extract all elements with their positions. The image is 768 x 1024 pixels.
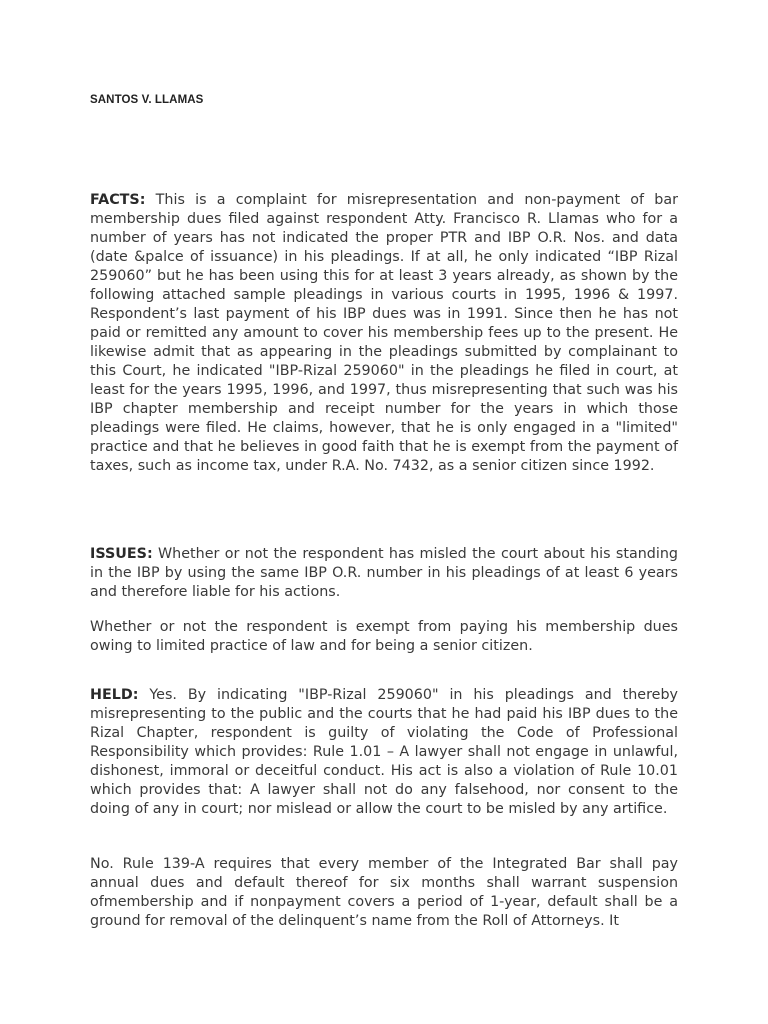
issues-label: ISSUES: <box>90 546 153 562</box>
held-second-paragraph: No. Rule 139-A requires that every member of the Integrated Bar shall pay annual dues and default thereof for six months shall warrant suspension ofmembership and if nonpayment covers a period of 1-year, default shall be a ground for removal of the delinquent’s name from the Roll of Attorneys. It <box>90 856 678 929</box>
held-paragraph <box>90 686 678 819</box>
held-label: HELD: <box>90 687 139 703</box>
facts-text: This is a complaint for misrepresentation and non-payment of bar membership dues filed against respondent Atty. Francisco R. Llamas who for a number of years has not indicated the proper PTR and IBP O.R. Nos. and data (date &palce of issuance) in his pleadings. If at all, he only indicated “IBP Rizal 259060” but he has been using this for at least 3 years already, as shown by the following attached sample pleadings in various courts in 1995, 1996 & 1997. Respondent’s last payment of his IBP dues was in 1991. Since then he has not paid or remitted any amount to cover his membership fees up to the present. He likewise admit that as appearing in the pleadings submitted by complainant to this Court, he indicated "IBP-Rizal 259060" in the pleadings he filed in court, at least for the years 1995, 1996, and 1997, thus misrepresenting that such was his IBP chapter membership and receipt number for the years in which those pleadings were filed. He claims, however, that he is only engaged in a "limited" practice and that he believes in good faith that he is exempt from the payment of taxes, such as income tax, under R.A. No. 7432, as a senior citizen since 1992. <box>90 192 678 474</box>
held-text: Yes. By indicating "IBP-Rizal 259060" in his pleadings and thereby misrepresenting to the public and the courts that he had paid his IBP dues to the Rizal Chapter, respondent is guilty of violating the Code of Professional Responsibility which provides: Rule 1.01 – A lawyer shall not engage in unlawful, dishonest, immoral or deceitful conduct. His act is also a violation of Rule 10.01 which provides that: A lawyer shall not do any falsehood, nor consent to the doing of any in court; nor mislead or allow the court to be misled by any artifice. <box>90 687 678 817</box>
facts-paragraph <box>90 191 678 476</box>
issues-text: Whether or not the respondent has misled the court about his standing in the IBP by using the same IBP O.R. number in his pleadings of at least 6 years and therefore liable for his actions. <box>90 546 678 600</box>
case-title: SANTOS V. LLAMAS <box>90 94 204 106</box>
issues-second-paragraph: Whether or not the respondent is exempt from paying his membership dues owing to limited practice of law and for being a senior citizen. <box>90 619 678 654</box>
facts-label: FACTS: <box>90 192 146 208</box>
issues-paragraph <box>90 545 678 602</box>
